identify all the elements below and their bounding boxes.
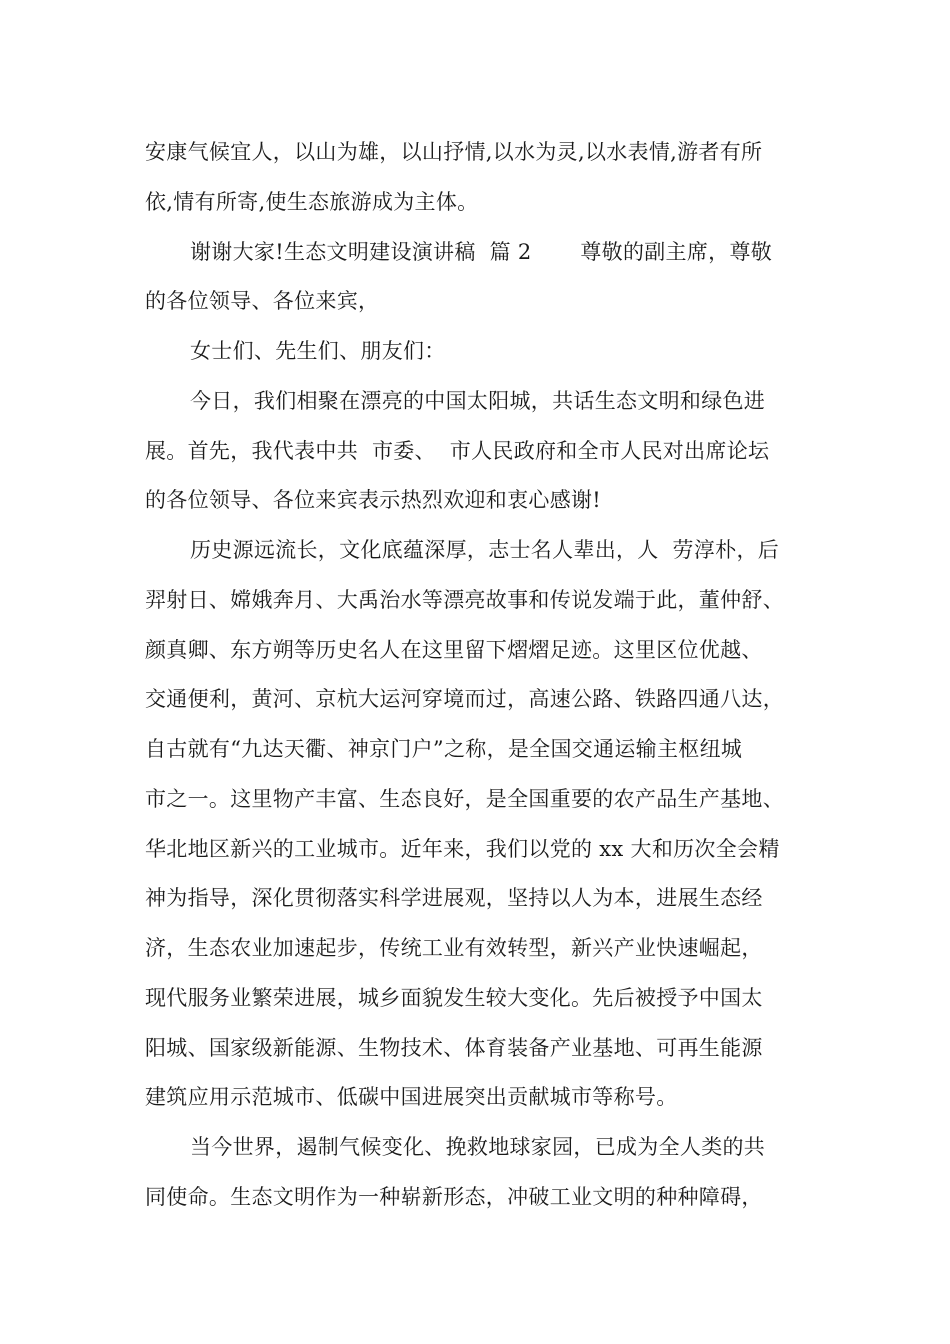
text-line: 展。首先，我代表中共 市委、 市人民政府和全市人民对出席论坛: [145, 439, 770, 463]
text-line: 安康气候宜人，以山为雄，以山抒情,以水为灵,以水表情,游者有所: [145, 140, 763, 164]
text-line: 谢谢大家!生态文明建设演讲稿 篇 2 尊敬的副主席，尊敬: [190, 240, 773, 264]
text-line: 同使命。生态文明作为一种崭新形态，冲破工业文明的种种障碍，: [145, 1185, 763, 1209]
text-line: 的各位领导、各位来宾表示热烈欢迎和衷心感谢!: [145, 488, 602, 512]
text-line: 依,情有所寄,使生态旅游成为主体。: [145, 190, 479, 214]
text-line: 阳城、国家级新能源、生物技术、体育装备产业基地、可再生能源: [145, 1036, 763, 1060]
text-line: 今日，我们相聚在漂亮的中国太阳城，共话生态文明和绿色进: [190, 389, 766, 413]
text-line: 自古就有“九达天衢、神京门户”之称，是全国交通运输主枢纽城: [145, 737, 743, 761]
text-line: 建筑应用示范城市、低碳中国进展突出贡献城市等称号。: [145, 1085, 678, 1109]
text-line: 当今世界，遏制气候变化、挽救地球家园，已成为全人类的共: [190, 1135, 766, 1159]
text-line: 交通便利，黄河、京杭大运河穿境而过，高速公路、铁路四通八达，: [145, 687, 784, 711]
text-line: 神为指导，深化贯彻落实科学进展观，坚持以人为本，进展生态经: [145, 886, 763, 910]
text-line: 女士们、先生们、朋友们：: [190, 339, 446, 363]
text-line: 羿射日、嫦娥奔月、大禹治水等漂亮故事和传说发端于此，董仲舒、: [145, 588, 784, 612]
text-line: 济，生态农业加速起步，传统工业有效转型，新兴产业快速崛起，: [145, 936, 763, 960]
text-line: 颜真卿、东方朔等历史名人在这里留下熠熠足迹。这里区位优越、: [145, 638, 763, 662]
text-line: 市之一。这里物产丰富、生态良好，是全国重要的农产品生产基地、: [145, 787, 784, 811]
text-line: 华北地区新兴的工业城市。近年来，我们以党的 xx 大和历次全会精: [145, 837, 780, 861]
text-line: 现代服务业繁荣进展，城乡面貌发生较大变化。先后被授予中国太: [145, 986, 763, 1010]
text-line: 历史源远流长，文化底蕴深厚，志士名人辈出，人 劳淳朴，后: [190, 538, 780, 562]
text-line: 的各位领导、各位来宾，: [145, 289, 380, 313]
